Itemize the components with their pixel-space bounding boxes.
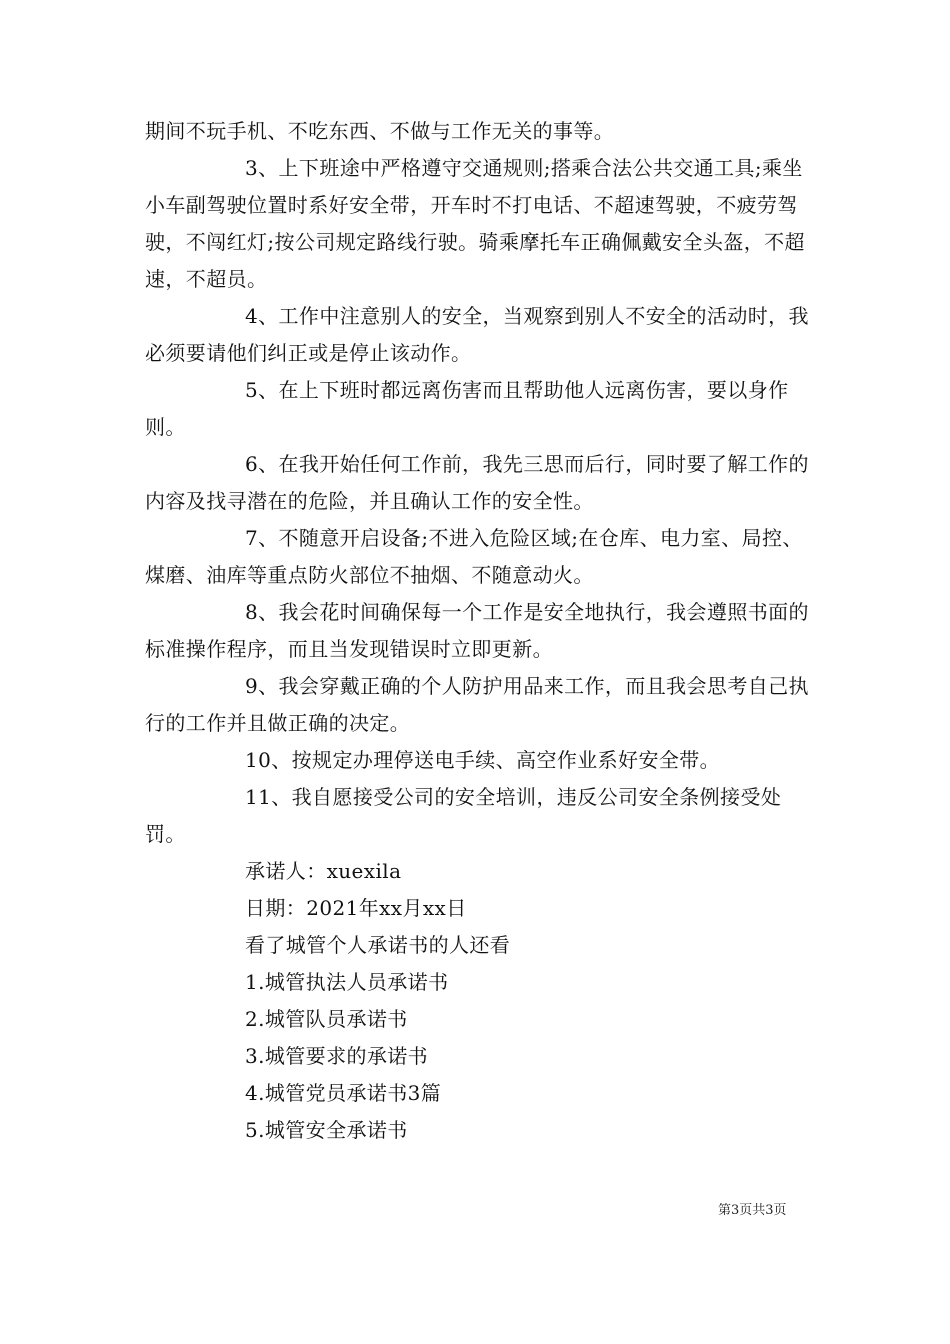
promiser-line: 承诺人：xuexila — [245, 859, 402, 883]
document-body — [145, 113, 815, 1149]
paragraph-item-11: 11、我自愿接受公司的安全培训，违反公司安全条例接受处罚。 — [145, 785, 782, 846]
related-link-2[interactable]: 2.城管队员承诺书 — [245, 1007, 408, 1031]
related-heading: 看了城管个人承诺书的人还看 — [245, 933, 511, 957]
paragraph-item-5: 5、在上下班时都远离伤害而且帮助他人远离伤害，要以身作则。 — [145, 378, 789, 439]
paragraph-continuation: 期间不玩手机、不吃东西、不做与工作无关的事等。 — [145, 119, 615, 143]
page-number-footer: 第3页共3页 — [718, 1203, 787, 1218]
paragraph-item-4: 4、工作中注意别人的安全，当观察到别人不安全的活动时，我必须要请他们纠正或是停止该动作。 — [145, 304, 809, 365]
paragraph-item-6: 6、在我开始任何工作前，我先三思而后行，同时要了解工作的内容及找寻潜在的危险，并且确认工作的安全性。 — [145, 452, 809, 513]
related-link-5[interactable]: 5.城管安全承诺书 — [245, 1118, 408, 1142]
paragraph-item-8: 8、我会花时间确保每一个工作是安全地执行，我会遵照书面的标准操作程序，而且当发现错误时立即更新。 — [145, 600, 809, 661]
date-line: 日期：2021年xx月xx日 — [245, 896, 467, 920]
paragraph-item-7: 7、不随意开启设备;不进入危险区域;在仓库、电力室、局控、煤磨、油库等重点防火部位不抽烟、不随意动火。 — [145, 526, 803, 587]
paragraph-item-9: 9、我会穿戴正确的个人防护用品来工作，而且我会思考自己执行的工作并且做正确的决定。 — [145, 674, 809, 735]
related-link-3[interactable]: 3.城管要求的承诺书 — [245, 1044, 429, 1068]
paragraph-item-3: 3、上下班途中严格遵守交通规则;搭乘合法公共交通工具;乘坐小车副驾驶位置时系好安全带，开车时不打电话、不超速驾驶，不疲劳驾驶，不闯红灯;按公司规定路线行驶。骑乘摩托车正确佩戴安全头盔，不超速，不超员。 — [145, 156, 805, 291]
paragraph-item-10: 10、按规定办理停送电手续、高空作业系好安全带。 — [245, 748, 721, 772]
related-link-1[interactable]: 1.城管执法人员承诺书 — [245, 970, 449, 994]
related-link-4[interactable]: 4.城管党员承诺书3篇 — [245, 1081, 442, 1105]
